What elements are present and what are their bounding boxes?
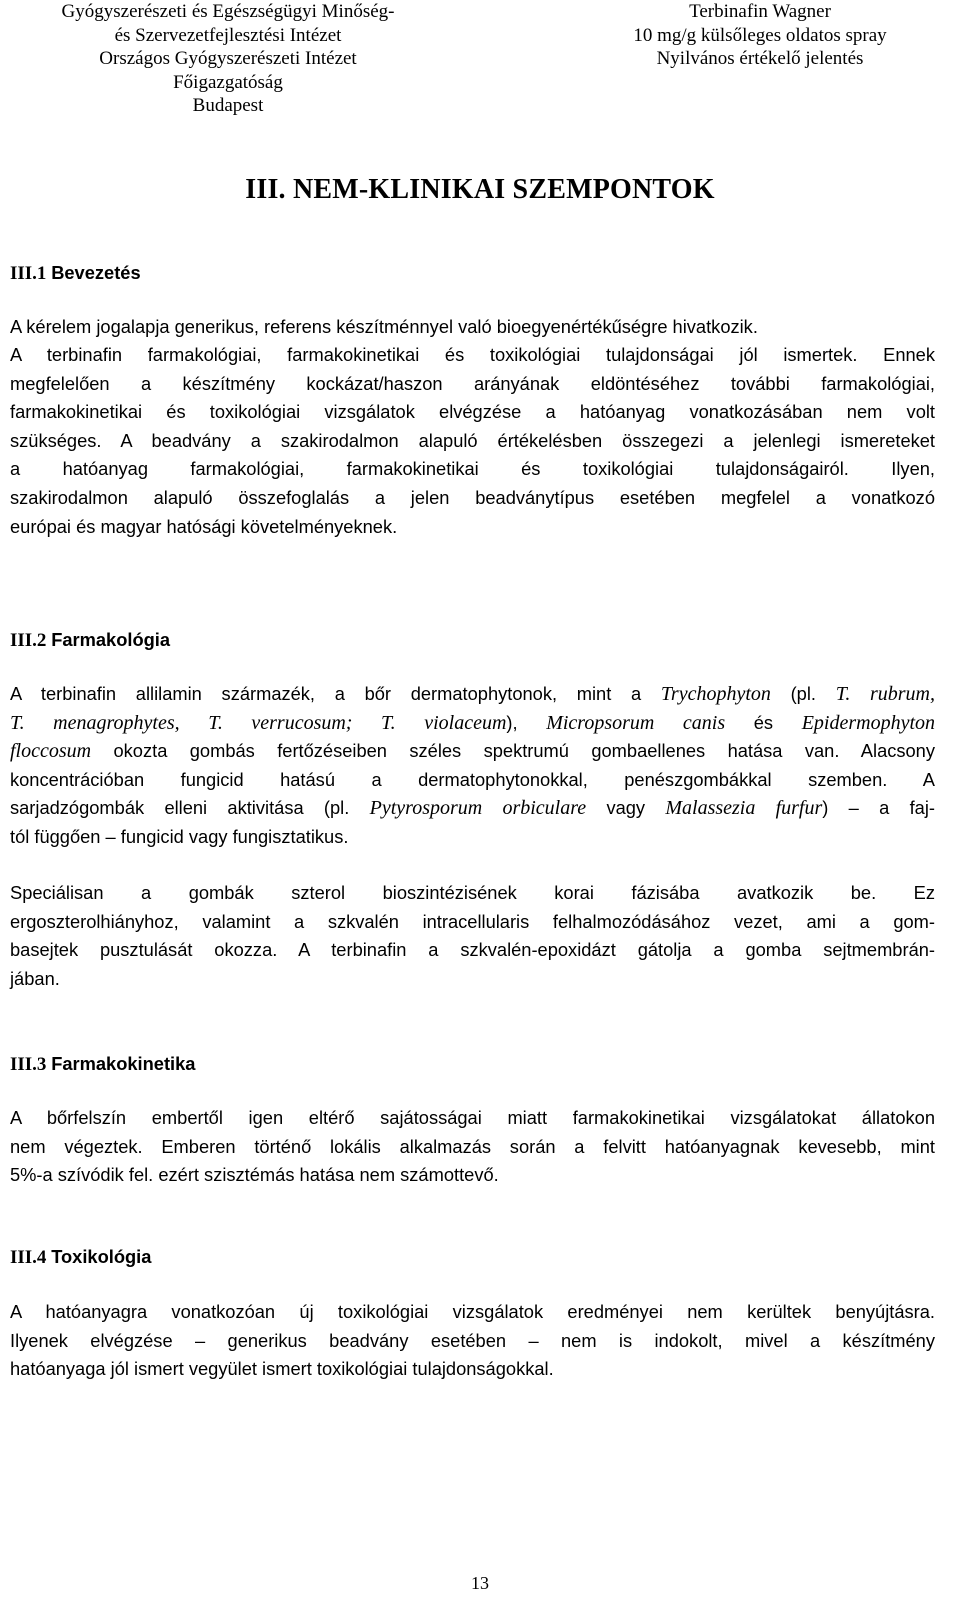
section-title: Farmakokinetika [51, 1053, 196, 1074]
section-title: Farmakológia [51, 629, 171, 650]
header-org-line-3: Országos Gyógyszerészeti Intézet [99, 48, 357, 69]
paragraph-pharmacokinetics: A bőrfelszín embertől igen eltérő sajátosságai miatt farmakokinetikai vizsgálatokat állatokon nem végeztek. Emberen történő lokális alkalmazás során a felvitt hatóanyagnak kevesebb, mint 5%-a szívódik fel. ezért szisztémás hatása nem számottevő. [10, 1107, 935, 1186]
header-org-line-4: Főigazgatóság [173, 71, 283, 93]
header-report-type: Nyilvános értékelő jelentés [656, 48, 864, 69]
section-heading-farmakologia [10, 627, 170, 654]
section-number: III.3 [10, 1054, 47, 1075]
section-heading-farmakokinetika [10, 1051, 195, 1078]
paragraph-mechanism: Speciálisan a gombák szterol bioszintézisének korai fázisába avatkozik be. Ez ergoszterolhiányhoz, valamint a szkvalén intracellularis felhalmozódásához vezet, ami a gom- basejtek pusztulását okozza. A terbinafin a szkvalén-epoxidázt gátolja a gomba sejtmembrán- jában. [10, 882, 935, 989]
section-title: Bevezetés [51, 262, 141, 283]
section-number: III.1 [10, 263, 47, 284]
section-heading-toxikologia [10, 1244, 151, 1271]
header-right [600, 0, 920, 71]
page-title: III. NEM-KLINIKAI SZEMPONTOK [245, 174, 715, 205]
page-number: 13 [471, 1573, 489, 1593]
header-product-form: 10 mg/g külsőleges oldatos spray [633, 24, 887, 46]
header-left [8, 0, 448, 118]
header-org-line-5: Budapest [192, 95, 264, 116]
section-title: Toxikológia [51, 1246, 152, 1267]
paragraph-legal-basis: A kérelem jogalapja generikus, referens készítménnyel való bioegyenértékűségre hivatkozik. [10, 316, 758, 337]
header-org-line-2: és Szervezetfejlesztési Intézet [114, 24, 342, 46]
paragraph-introduction: A terbinafin farmakológiai, farmakokinetikai és toxikológiai tulajdonságai jól ismertek. Ennek megfelelően a készítmény kockázat/haszon arányának eldöntéséhez további farmakológiai, farmakokinetikai és toxikológiai vizsgálatok elvégzése a hatóanyag vonatkozásában nem volt szükséges. A beadvány a szakirodalmon alapuló értékelésben összegezi a jelenlegi ismereteket a hatóanyag farmakológiai, farmakokinetikai és toxikológiai tulajdonságairól. Ilyen, szakirodalmon alapuló összefoglalás a jelen beadványtípus esetében megfelel a vonatkozó európai és magyar hatósági követelményeknek. [10, 344, 935, 537]
paragraph-pharmacology: A terbinafin allilamin származék, a bőr dermatophytonok, mint a Trychophyton (pl. T. rubrum, T. menagrophytes, T. verrucosum; T. violaceum), Micropsorum canis és Epidermophyton floccosum okozta gombás fertőzéseiben széles spektrumú gombaellenes hatása van. Alacsony koncentrációban fungicid hatású a dermatophytonokkal, penészgombákkal szemben. A sarjadzógombák elleni aktivitása (pl. Pytyrosporum orbiculare vagy Malassezia furfur) – a faj- tól függően – fungicid vagy fungisztatikus. [10, 683, 935, 847]
paragraph-toxicology: A hatóanyagra vonatkozóan új toxikológiai vizsgálatok eredményei nem kerültek benyújtásra. Ilyenek elvégzése – generikus beadvány esetében – nem is indokolt, mivel a készítmény hatóanyaga jól ismert vegyület ismert toxikológiai tulajdonságokkal. [10, 1301, 935, 1380]
header-product-name: Terbinafin Wagner [689, 1, 831, 22]
section-number: III.2 [10, 630, 47, 651]
section-number: III.4 [10, 1247, 47, 1268]
header-org-line-1: Gyógyszerészeti és Egészségügyi Minőség- [61, 1, 395, 22]
section-heading-bevezetes [10, 260, 141, 287]
